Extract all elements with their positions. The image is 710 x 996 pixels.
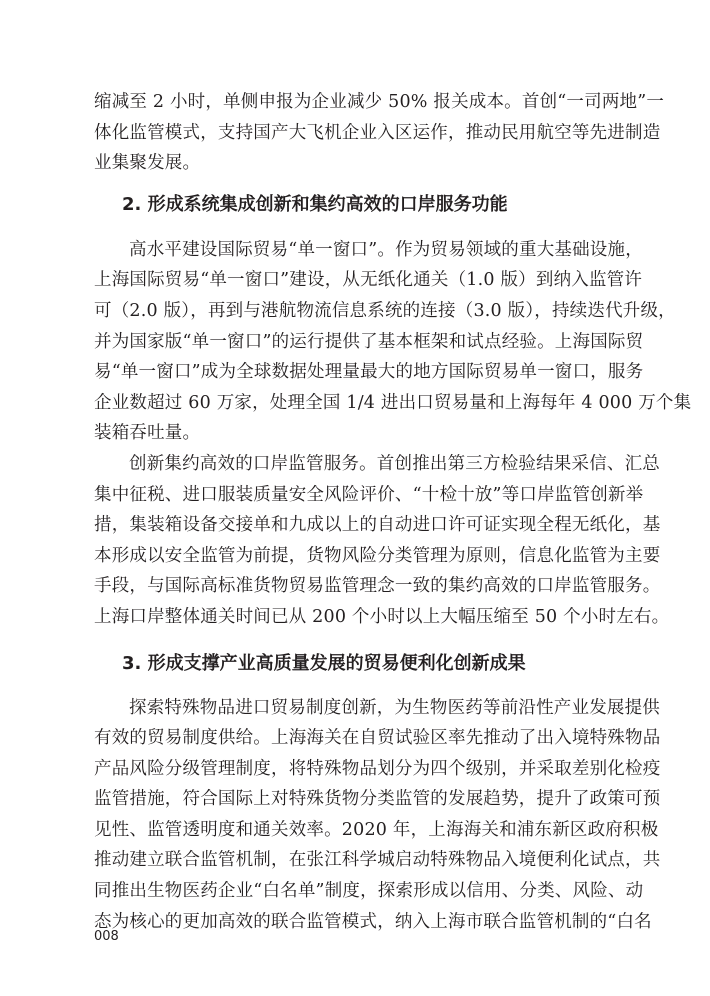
text-line: 本形成以安全监管为前提，货物风险分类管理为原则，信息化监管为主要 xyxy=(94,545,661,566)
text-line: 监管措施，符合国际上对特殊货物分类监管的发展趋势，提升了政策可预 xyxy=(94,789,661,810)
text-line: 措，集装箱设备交接单和九成以上的自动进口许可证实现全程无纸化，基 xyxy=(94,515,661,536)
text-line: 上海口岸整体通关时间已从 200 个小时以上大幅压缩至 50 个小时左右。 xyxy=(94,606,670,627)
text-line: 并为国家版“单一窗口”的运行提供了基本框架和试点经验。上海国际贸 xyxy=(94,331,644,352)
section-2-heading: 2. 形成系统集成创新和集约高效的口岸服务功能 xyxy=(122,193,508,215)
text-line: 企业数超过 60 万家，处理全国 1/4 进出口贸易量和上海每年 4 000 万个集 xyxy=(94,392,692,413)
text-line: 探索特殊物品进口贸易制度创新，为生物医药等前沿性产业发展提供 xyxy=(129,697,660,718)
text-line: 装箱吞吐量。 xyxy=(94,423,201,444)
text-line: 上海国际贸易“单一窗口”建设，从无纸化通关（1.0 版）到纳入监管许 xyxy=(94,270,643,291)
text-line: 业集聚发展。 xyxy=(94,153,201,174)
text-line: 体化监管模式，支持国产大飞机企业入区运作，推动民用航空等先进制造 xyxy=(94,122,661,143)
page-body xyxy=(94,87,692,937)
intro-paragraph xyxy=(94,87,665,179)
text-line: 可（2.0 版），再到与港航物流信息系统的连接（3.0 版），持续迭代升级， xyxy=(94,300,676,321)
text-line: 见性、监管透明度和通关效率。2020 年，上海海关和浦东新区政府积极 xyxy=(94,819,659,840)
section-3-heading: 3. 形成支撑产业高质量发展的贸易便利化创新成果 xyxy=(122,652,526,674)
page-number: 008 xyxy=(94,929,119,944)
text-line: 产品风险分级管理制度，将特殊物品划分为四个级别，并采取差别化检疫 xyxy=(94,758,661,779)
text-line: 手段，与国际高标准货物贸易监管理念一致的集约高效的口岸监管服务。 xyxy=(94,576,661,597)
text-line: 推动建立联合监管机制，在张江科学城启动特殊物品入境便利化试点，共 xyxy=(94,850,661,871)
text-line: 易“单一窗口”成为全球数据处理量最大的地方国际贸易单一窗口，服务 xyxy=(94,362,644,383)
section-2-paragraph-1 xyxy=(94,235,692,449)
text-line: 同推出生物医药企业“白名单”制度，探索形成以信用、分类、风险、动 xyxy=(94,881,644,902)
text-line: 态为核心的更加高效的联合监管模式，纳入上海市联合监管机制的“白名 xyxy=(94,911,652,932)
section-3-paragraph-1 xyxy=(94,693,661,938)
text-line: 缩减至 2 小时，单侧申报为企业减少 50% 报关成本。首创“一司两地”一 xyxy=(94,92,665,112)
text-line: 创新集约高效的口岸监管服务。首创推出第三方检验结果采信、汇总 xyxy=(129,453,660,474)
text-line: 有效的贸易制度供给。上海海关在自贸试验区率先推动了出入境特殊物品 xyxy=(94,728,661,749)
section-2-paragraph-2 xyxy=(94,449,670,633)
text-line: 集中征税、进口服装质量安全风险评价、“十检十放”等口岸监管创新举 xyxy=(94,484,644,505)
text-line: 高水平建设国际贸易“单一窗口”。作为贸易领域的重大基础设施， xyxy=(129,239,643,260)
